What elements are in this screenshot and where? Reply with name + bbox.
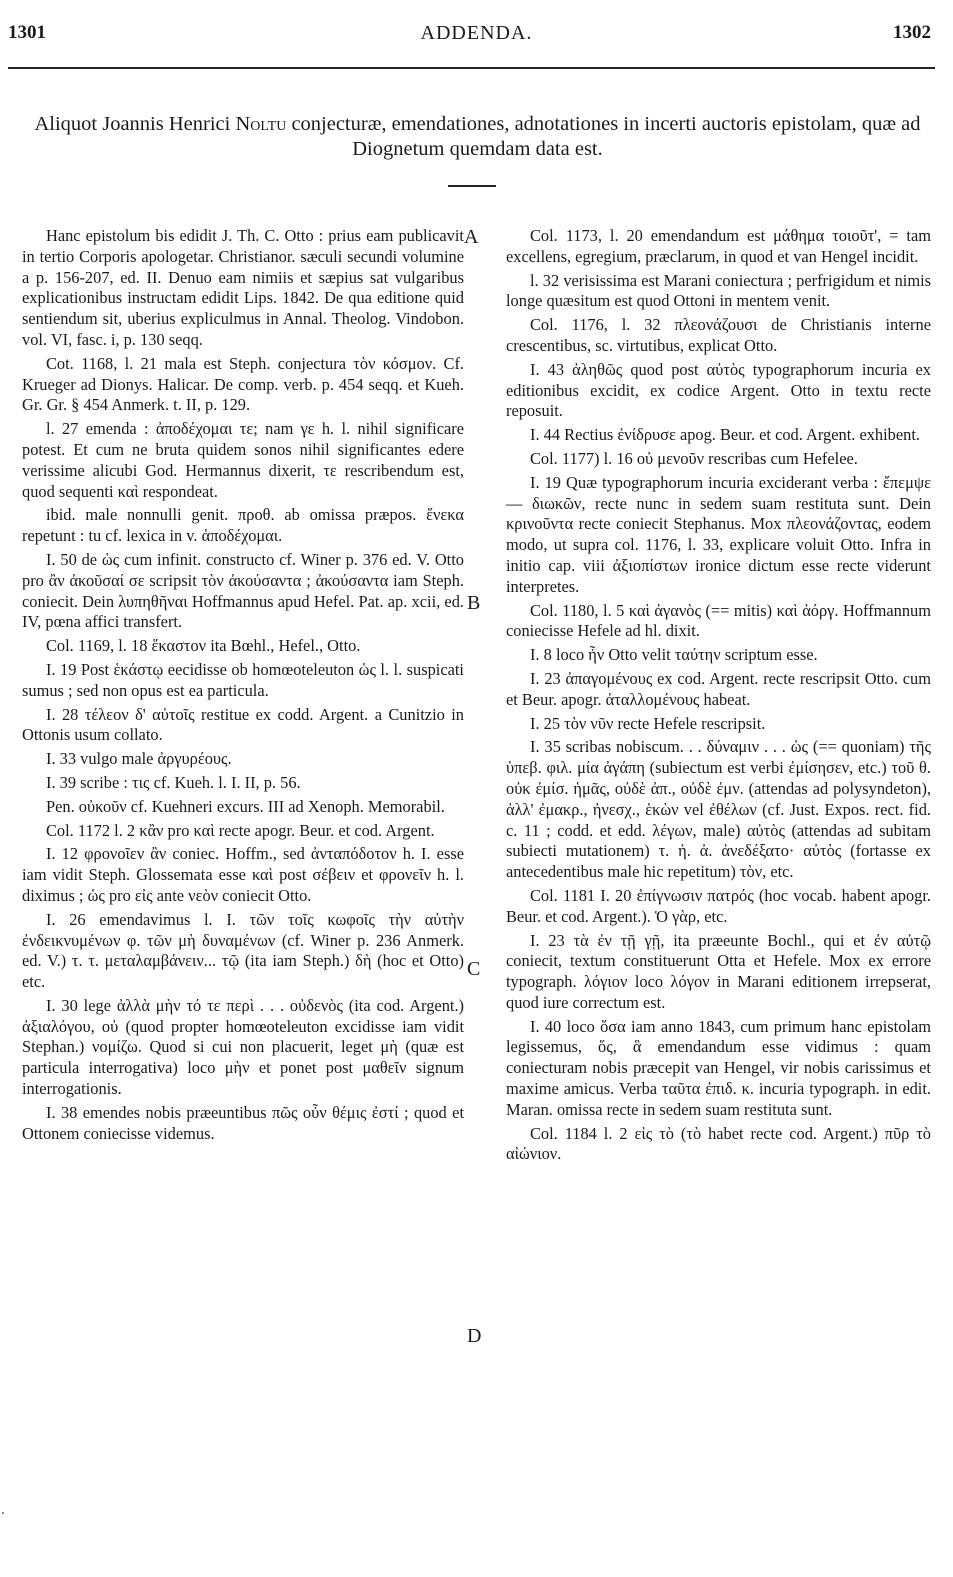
- page-header: [0, 22, 953, 52]
- note-paragraph: I. 50 de ὡς cum infinit. constructo cf. Winer p. 376 ed. V. Otto pro ἂν ἀκοῦσαί σε scripsit τὸν ἀκούσαντα ; ἀκούσαντα iam Steph. coniecit. Dein λυπηθῆναι Hoffmannus apud Hefel. Pat. ap. xcii, ed. IV, pœna affici transfert.: [22, 549, 464, 632]
- note-paragraph: Col. 1172 l. 2 κἂν pro καὶ recte apogr. Beur. et cod. Argent.: [46, 820, 435, 840]
- note-paragraph: I. 35 scribas nobiscum. . . δύναμιν . . . ὡς (== quoniam) τῆς ὑπεβ. φιλ. μία ἀγάπη (subiectum est verbi ἐμίσησεν, etc.) τοῦ θ. οὐκ ἐμίσ. ἡμᾶς, οὐδὲ ἀπ., οὐδὲ ἐμν. (attendas ad polysyndeton), ἀλλ' ἐμακρ., ἠνεσχ., ἑκὼν vel ἐθέλων (cf. Just. Expos. rect. fid. c. 11 ; codd. et edd. λέγων, male) αὐτὸς (attendas ad subitam subiecti mutationem) τ. ἡ. ἀ. ἀνεδέξατο· αὐτὸς (fortasse ex antecedentibus male hic repetitum) τὸν, etc.: [506, 737, 931, 882]
- page-number-left: 1301: [8, 22, 46, 43]
- note-paragraph: I. 39 scribe : τις cf. Kueh. l. I. II, p. 56.: [46, 772, 301, 792]
- decorative-rule: [448, 185, 496, 187]
- note-paragraph: Col. 1176, l. 32 πλεονάζουσι de Christianis interne crescentibus, sc. virtutibus, explicat Otto.: [506, 315, 931, 355]
- heading-rest: conjecturæ, emendationes, adnotationes in incerti auctoris epistolam, quæ ad Diognetum quemdam data est.: [291, 113, 921, 160]
- margin-speck: [2, 1512, 4, 1514]
- header-rule: [8, 67, 935, 69]
- note-paragraph: Col. 1177) l. 16 οὐ μενοῦν rescribas cum Hefelee.: [530, 448, 858, 468]
- note-paragraph: Col. 1181 I. 20 ἐπίγνωσιν πατρός (hoc vocab. habent apogr. Beur. et cod. Argent.). Ὁ γὰρ, etc.: [506, 885, 931, 926]
- note-paragraph: I. 38 emendes nobis præeuntibus πῶς οὖν θέμις ἐστί ; quod et Ottonem coniecisse videmus.: [22, 1102, 464, 1143]
- note-paragraph: I. 26 emendavimus l. I. τῶν τοῖς κωφοῖς τὴν αὐτὴν ἐνδεικνυμένων φ. τῶν μὴ δυναμένων (cf. Winer p. 236 Anmerk. ed. V.) τ. τ. μεταλαμβάνειν... τῷ (ita iam Steph.) δὴ (hoc et Otto) etc.: [22, 909, 464, 992]
- note-paragraph: Pen. οὐκοῦν cf. Kuehneri excurs. III ad Xenoph. Memorabil.: [46, 796, 445, 816]
- note-paragraph: I. 40 loco ὅσα iam anno 1843, cum primum hanc epistolam legissemus, ὅς, ἃ emendandum esse vidimus : quam coniecturam nobis præcepit van Hengel, vir nobis carissimus et maxime amicus. Verba ταῦτα ἐπιδ. κ. incuria typograph. in edit. Maran. omissa recte in sedem suam restituta sunt.: [506, 1016, 931, 1119]
- margin-marker-d: D: [467, 1325, 482, 1347]
- note-paragraph: I. 44 Rectius ἐνίδρυσε apog. Beur. et cod. Argent. exhibent.: [530, 425, 920, 445]
- note-paragraph: I. 19 Post ἑκάστῳ eecidisse ob homœoteleuton ὡς l. l. suspicati sumus ; sed non opus est ea particula.: [22, 659, 464, 700]
- heading-author: Noltu: [235, 113, 287, 135]
- heading-intro: Aliquot Joannis Henrici: [34, 113, 231, 135]
- left-column: [22, 226, 464, 1147]
- note-paragraph: I. 8 loco ἦν Otto velit ταύτην scriptum esse.: [530, 645, 818, 665]
- note-paragraph: I. 33 vulgo male ἀργυρέους.: [46, 749, 232, 769]
- note-paragraph: I. 19 Quæ typographorum incuria exciderant verba : ἔπεμψε — διωκῶν, recte nunc in sedem suam restituta sunt. Dein κρινοῦντα recte coniecit Stephanus. Mox πλεονάζοντας, eodem modo, ut supra col. 1176, l. 33, explicare voluit Otto. Infra in initio cap. viii ἀξιοπίστων ironice dictum esse recte viderunt interpretes.: [506, 472, 931, 596]
- note-paragraph: ibid. male nonnulli genit. προθ. ab omissa præpos. ἕνεκα repetunt : tu cf. lexica in v. ἀποδέχομαι.: [22, 505, 464, 546]
- note-paragraph: I. 28 τέλεον δ' αὐτοῖς restitue ex codd. Argent. a Cunitzio in Ottonis usum collato.: [22, 704, 464, 745]
- note-paragraph: Col. 1180, l. 5 καὶ ἀγανὸς (== mitis) καὶ ἀόργ. Hoffmannum coniecisse Hefele ad hl. dixit.: [506, 600, 931, 641]
- note-paragraph: I. 43 ἀληθῶς quod post αὐτὸς typographorum incuria ex editionibus excidit, ex codice Argent. Otto in textu recte reposuit.: [506, 359, 931, 421]
- note-paragraph: l. 32 verisissima est Marani coniectura ; perfrigidum et nimis longe quæsitum est quod Ottoni in mentem venit.: [506, 270, 931, 311]
- note-paragraph: Cot. 1168, l. 21 mala est Steph. conjectura τὸν κόσμον. Cf. Krueger ad Dionys. Halicar. De comp. verb. p. 454 seqq. et Kueh. Gr. Gr. § 454 Anmerk. t. II, p. 129.: [22, 353, 464, 415]
- note-paragraph: I. 25 τὸν νῦν recte Hefele rescripsit.: [530, 713, 766, 733]
- note-paragraph: I. 23 τὰ ἐν τῇ γῇ, ita præeunte Bochl., qui et ἐν αὐτῷ coniecit, textum constituerunt Otta et Hefele. Mox ex errore typograph. λόγιον loco λόγον in Marani editionem irrepserat, quod iure correctum est.: [506, 930, 931, 1012]
- page-number-right: 1302: [893, 22, 931, 43]
- note-paragraph: I. 30 lege ἀλλὰ μὴν τό τε περὶ . . . οὐδενὸς (ita cod. Argent.) ἀξιαλόγου, οὐ (quod propter homœoteleuton excidisse iam vidit Stephan.) νομίζω. Quod si cui non placuerit, leget μὴ (quæ est particula interrogativa) loco μὴν et ponet post μαθεῖν signum interrogationis.: [22, 995, 464, 1099]
- running-title: ADDENDA.: [420, 22, 533, 44]
- note-paragraph: l. 27 emenda : ἀποδέχομαι τε; nam γε h. l. nihil significare potest. Et cum ne bruta quidem sonos nihil significantes edere verissime alicubi God. Hermannus dixerit, τε rescribendum est, quod sequenti καὶ respondeat.: [22, 419, 464, 501]
- right-column: [506, 226, 931, 1168]
- margin-marker-c: C: [467, 958, 481, 980]
- section-heading: [20, 112, 935, 162]
- note-paragraph: I. 12 φρονοῖεν ἂν coniec. Hoffm., sed ἀνταπόδοτον h. I. esse iam vidit Steph. Glossemata esse καὶ post σέβειν et φρονεῖν h. l. diximus ; ὡς pro εἰς ante νεὸν coniecit Otto.: [22, 844, 464, 905]
- note-paragraph: I. 23 ἀπαγομένους ex cod. Argent. recte rescripsit Otto. cum et Beur. apogr. ἀταλλομένους habeat.: [506, 668, 931, 709]
- note-paragraph: Col. 1184 l. 2 εἰς τὸ (τὸ habet recte cod. Argent.) πῦρ τὸ αἰώνιον.: [506, 1123, 931, 1164]
- margin-marker-b: B: [467, 592, 481, 614]
- note-paragraph: Col. 1169, l. 18 ἕκαστον ita Bœhl., Hefel., Otto.: [46, 636, 361, 656]
- note-paragraph: Col. 1173, l. 20 emendandum est μάθημα τοιοῦτ', = tam excellens, egregium, præclarum, in quod et van Hengel incidit.: [506, 226, 931, 266]
- margin-marker-a: A: [464, 226, 479, 248]
- note-paragraph: Hanc epistolum bis edidit J. Th. C. Otto : prius eam publicavit in tertio Corporis apologetar. Christianor. sæculi secundi volumine a p. 156-207, ed. II. Denuo eam nimiis et sæpius sat vulgaribus explicationibus instructam edidit Lips. 1842. De qua editione quid sentiendum sit, uberius expliculmus in Annal. Theolog. Vindobon. vol. VI, fasc. i, p. 130 seqq.: [22, 226, 464, 349]
